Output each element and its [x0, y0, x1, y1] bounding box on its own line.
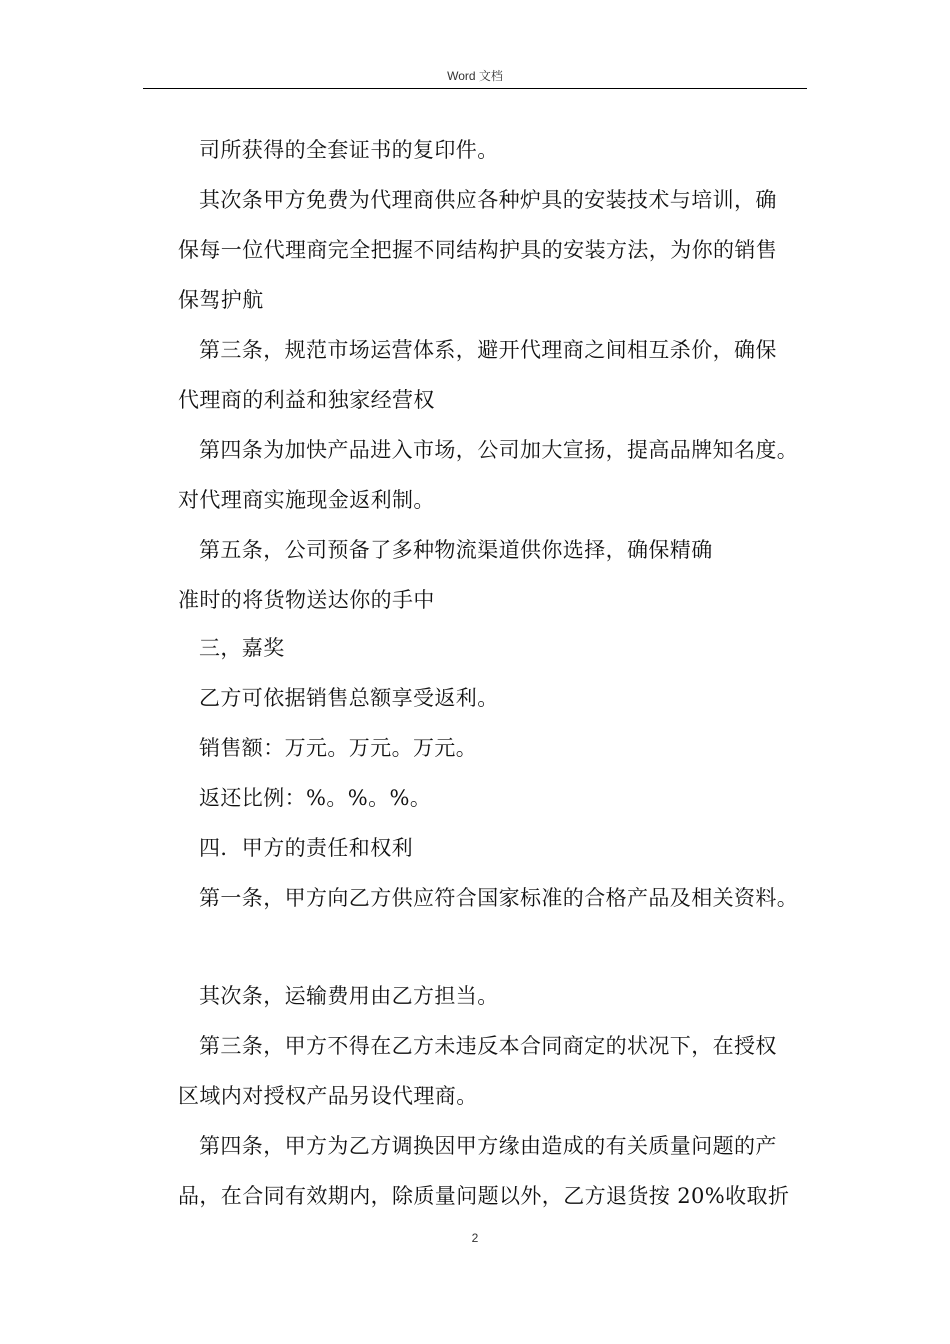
- body-line: 品，在合同有效期内，除质量问题以外，乙方退货按 20%收取折: [178, 1184, 790, 1208]
- header-rule: [143, 88, 807, 89]
- body-line: 第一条，甲方向乙方供应符合国家标准的合格产品及相关资料。: [199, 886, 799, 910]
- section-heading: 四．甲方的责任和权利: [199, 836, 413, 860]
- body-line: 保每一位代理商完全把握不同结构护具的安装方法，为你的销售: [178, 238, 778, 262]
- body-line: 准时的将货物送达你的手中: [178, 588, 435, 612]
- body-line: 第三条，规范市场运营体系，避开代理商之间相互杀价，确保: [199, 338, 777, 362]
- body-line: 其次条，运输费用由乙方担当。: [199, 984, 499, 1008]
- body-line: 对代理商实施现金返利制。: [178, 488, 435, 512]
- section-heading: 三，嘉奖: [199, 636, 285, 660]
- body-line: 乙方可依据销售总额享受返利。: [199, 686, 499, 710]
- page-header-title: Word 文档: [447, 69, 503, 83]
- body-line: 第三条，甲方不得在乙方未违反本合同商定的状况下，在授权: [199, 1034, 777, 1058]
- body-line: 第五条，公司预备了多种物流渠道供你选择，确保精确: [199, 538, 713, 562]
- page-number: 2: [471, 1231, 479, 1245]
- body-line: 司所获得的全套证书的复印件。: [199, 138, 499, 162]
- body-line: 代理商的利益和独家经营权: [178, 388, 435, 412]
- body-line: 第四条，甲方为乙方调换因甲方缘由造成的有关质量问题的产: [199, 1134, 777, 1158]
- body-line: 其次条甲方免费为代理商供应各种炉具的安装技术与培训，确: [199, 188, 777, 212]
- body-line: 销售额：万元。万元。万元。: [199, 736, 478, 760]
- body-line: 保驾护航: [178, 288, 264, 312]
- body-line: 第四条为加快产品进入市场，公司加大宣扬，提高品牌知名度。: [199, 438, 799, 462]
- body-line: 区域内对授权产品另设代理商。: [178, 1084, 478, 1108]
- body-line: 返还比例：%。%。%。: [199, 786, 432, 810]
